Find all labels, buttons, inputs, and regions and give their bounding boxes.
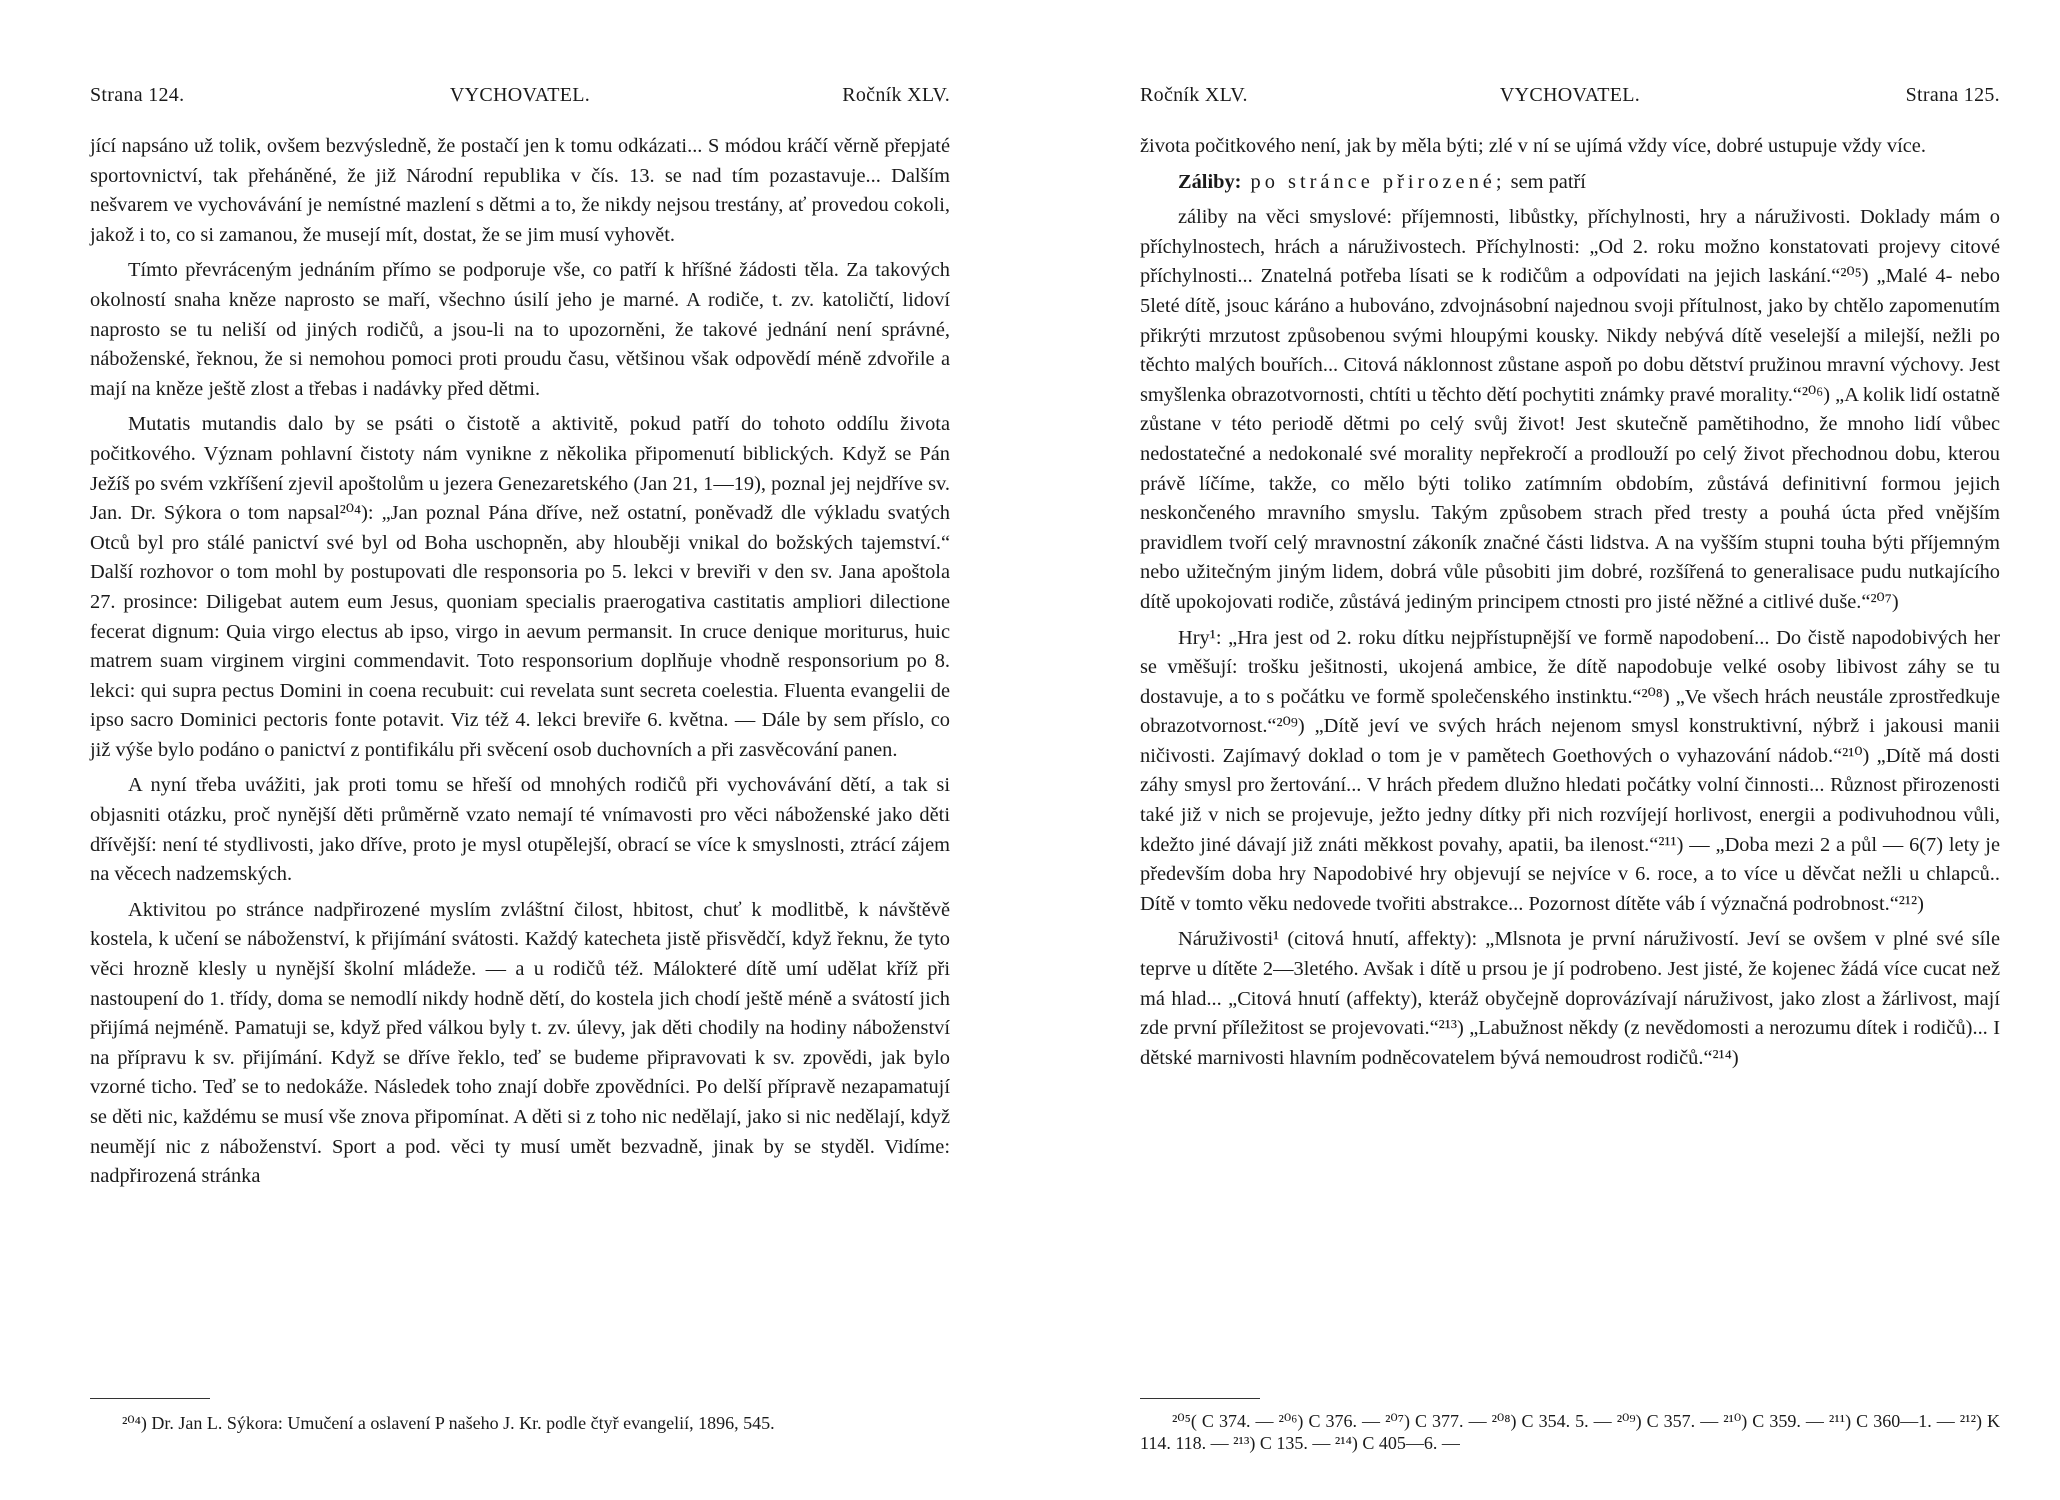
paragraph-text: sem patří xyxy=(1505,170,1586,193)
page-number: Strana 124. xyxy=(90,84,185,106)
volume-label: Ročník XLV. xyxy=(1140,84,1248,106)
footnote-rule xyxy=(90,1398,210,1399)
footnote-rule xyxy=(1140,1398,1260,1399)
paragraph: Hry¹: „Hra jest od 2. roku dítku nejpřístupnější ve formě napodobení... Do čistě napodobivých her se vměšují: trošku ješitnosti, ukojená ambice, že dítě napodobuje velké osoby libivost záhy se tu dostavuje, a to s počátku ve formě společenského instinktu.“²⁰⁸) „Ve všech hrách neustále zprostředkuje obrazotvornost.“²⁰⁹) „Dítě jeví ve svých hrách nejenom smysl konstruktivní, nýbrž i jakousi manii ničivosti. Zajímavý doklad o tom je v pamětech Goethových o vyhazování nádob.“²¹⁰) „Dítě má dosti záhy smysl pro žertování... V hrách předem dlužno hledati počátky volní činnosti... Různost přirozenosti také již v nich se projevuje, ježto jedny dítky při nich rozvíjejí horlivost, energii a podivuhodnou vůli, kdežto jiné dávají již znáti měkkost povahy, apatii, ba ilenost.“²¹¹) — „Doba mezi 2 a půl — 6(7) lety je především doba hry Napodobivé hry objevují se nejvíce v 6. roce, a to více u děvčat nežli u chlapců.. Dítě v tomto věku nedovede tvořiti abstrakce... Pozornost dítěte váb í význačná podrobnost.“²¹²) xyxy=(1140,626,2000,915)
journal-title: VYCHOVATEL. xyxy=(449,84,591,106)
footnotes xyxy=(90,1412,950,1434)
paragraph: A nyní třeba uvážiti, jak proti tomu se hřeší od mnohých rodičů při vychovávání dětí, a tak si objasniti otázku, proč nynější děti průměrně vzato nemají té vnímavosti pro věci náboženské jako děti dřívější: není té stydlivosti, jako dříve, proto je mysl otupělejší, obrací se více k smyslnosti, ztrácí zájem na věcech nadzemských. xyxy=(90,774,950,886)
page-number: Strana 125. xyxy=(1905,84,2000,106)
left-page xyxy=(90,0,950,1500)
section-lead: Záliby: xyxy=(1178,170,1242,193)
paragraph: Aktivitou po stránce nadpřirozené myslím zvláštní čilost, hbitost, chuť k modlitbě, k návštěvě kostela, k učení se náboženství, k přijímání svátosti. Každý katecheta jistě přisvědčí, když řeknu, že tyto věci hrozně klesly u nynější školní mládeže. — a u rodičů též. Málokteré dítě umí udělat kříž při nastoupení do 1. třídy, doma se nemodlí nikdy hodně dětí, do kostela jich chodí ještě méně a svátostí jich přijímá nejméně. Pamatuji se, když před válkou byly t. zv. úlevy, jak děti chodily na hodiny náboženství na přípravu k sv. přijímání. Když se dříve řeklo, teď se budeme připravovati k sv. zpovědi, jak bylo vzorné ticho. Teď se to nedokáže. Následek toho znají dobře zpovědníci. Po delší přípravě nezapamatují se děti nic, každému se musí vše znova připomínat. A děti si z toho nic nedělají, jako si nic nedělají, když neumějí nic z náboženství. Sport a pod. věci ty musí umět bezvadně, jinak by se styděl. Vidíme: nadpřirozená stránka xyxy=(90,898,950,1188)
right-page xyxy=(1140,0,2000,1500)
paragraph: záliby na věci smyslové: příjemnosti, libůstky, příchylnosti, hry a náruživosti. Doklady mám o příchylnostech, hrách a náruživostech. Příchylnosti: „Od 2. roku možno konstatovati projevy citové příchylnosti... Znatelná potřeba lísati se k rodičům a odpovídati na jejich laskání.“²⁰⁵) „Malé 4- nebo 5leté dítě, jsouc káráno a hubováno, zdvojnásobní najednou svoji přítulnost, jako by chtělo zapomenutím přikrýti mrzutost způsobenou svými hloupými kousky. Nikdy nebývá dítě veselejší a milejší, nežli po těchto malých bouřích... Citová náklonnost zůstane aspoň po dobu dětství pružinou mravní výchovy. Jest smyšlenka obrazotvornosti, chtíti u těchto dětí pochytiti známky pravé morality.“²⁰⁶) „A kolik lidí ostatně zůstane v této periodě dětmi po celý svůj život! Jest skutečně pamětihodno, že mnoho lidí vůbec nedostatečné a nedokonalé své morality nepřekročí a prodlouží po celý život přechodnou dobu, kterou právě líčíme, takže, co mělo býti toliko zatímním obdobím, zůstává definitivní formou jejich neskončeného mravního smyslu. Takým způsobem strach před tresty a pouhá úcta před vnějším pravidlem tvoří celý mravnostní zákoník značné části lidstva. A na vyšším stupni touha býti příjemným nebo užitečným jiným lidem, dobrá vůle působiti jim dobré, rozšířená to generalisace pudu nutkajícího dítě upokojovati rodiče, zůstává jediným principem ctnosti pro jisté něžné a citlivé duše.“²⁰⁷) xyxy=(1140,206,2000,613)
journal-title: VYCHOVATEL. xyxy=(1499,84,1641,106)
running-head-left xyxy=(90,84,950,118)
footnotes xyxy=(1140,1410,2000,1454)
paragraph: jící napsáno už tolik, ovšem bezvýsledně, že postačí jen k tomu odkázati... S módou kráčí věrně přepjaté sportovnictví, tak přeháněné, že již Národní republika v čís. 13. se nad tím pozastavuje... Dalším nešvarem ve vychovávání je nemístné mazlení s dětmi a to, že nikdy nejsou trestány, ať provedou cokoli, jakož i to, co si zamanou, že musejí mít, dostat, že se jim musí vyhovět. xyxy=(90,135,950,246)
paragraph: Náruživosti¹ (citová hnutí, affekty): „Mlsnota je první náruživostí. Jeví se ovšem v plné své síle teprve u dítěte 2—3letého. Avšak i dítě u prsou je jí podrobeno. Jest jisté, že kojenec žádá více cucat než má hlad... „Citová hnutí (affekty), kteráž obyčejně doprovázívají náruživost, jako zlost a žárlivost, mají zde první příležitost se projevovati.“²¹³) „Labužnost někdy (z nevědomosti a nerozumu dítek i rodičů)... I dětské marnivosti hlavním podněcovatelem bývá nemoudrost rodičů.“²¹⁴) xyxy=(1140,928,2000,1069)
running-head-right xyxy=(1140,84,2000,118)
paragraph: Mutatis mutandis dalo by se psáti o čistotě a aktivitě, pokud patří do tohoto oddílu života počitkového. Význam pohlavní čistoty nám vynikne z několika připomenutí biblických. Když se Pán Ježíš po svém vzkříšení zjevil apoštolům u jezera Genezaretského (Jan 21, 1—19), poznal jej nejdříve sv. Jan. Dr. Sýkora o tom napsal²⁰⁴): „Jan poznal Pána dříve, než ostatní, poněvadž dle výkladu svatých Otců byl pro stálé panictví své byl od Boha uschopněn, aby hlouběji vnikal do božských tajemství.“ Další rozhovor o tom mohl by postupovati dle responsoria po 5. lekci v breviři v den sv. Jana apoštola 27. prosince: Diligebat autem eum Jesus, quoniam specialis praerogativa castitatis ampliori dilectione fecerat dignum: Quia virgo electus ab ipso, virgo in aevum permansit. In cruce denique moriturus, huic matrem suam virginem virgini commendavit. Toto responsorium doplňuje vhodně responsorium po 8. lekci: qui supra pectus Domini in coena recubuit: cui revelata sunt secreta coelestia. Fluenta evangelii de ipso sacro Dominici pectoris fonte potavit. Viz též 4. lekci breviře 6. května. — Dále by sem příslo, co již výše bylo podáno o panictví z pontifikálu při svěcení osob duchovních a při zasvěcování panen. xyxy=(90,413,950,761)
body-text xyxy=(90,132,950,1198)
body-text xyxy=(1140,132,2000,1079)
paragraph: Tímto převráceným jednáním přímo se podporuje vše, co patří k hříšné žádosti těla. Za takových okolností snaha kněze naprosto se maří, všechno úsilí jeho je marné. A rodiče, t. zv. katoličtí, lidoví naprosto se tu neliší od jiných rodičů, a jsou-li na to upozorněni, že takové jednání není správné, náboženské, řeknou, že si nemohou pomoci proti proudu času, většinou však odpovědí méně zdvořile a mají na kněze ještě zlost a třebas i nadávky před dětmi. xyxy=(90,259,950,400)
footnote: ²⁰⁵( C 374. — ²⁰⁶) C 376. — ²⁰⁷) C 377. — ²⁰⁸) C 354. 5. — ²⁰⁹) C 357. — ²¹⁰) C 359. — ²¹¹) C 360—1. — ²¹²) K 114. 118. — ²¹³) C 135. — ²¹⁴) C 405—6. — xyxy=(1140,1411,2000,1453)
paragraph xyxy=(1140,168,2000,198)
spaced-text: po stránce přirozené; xyxy=(1241,170,1506,193)
volume-label: Ročník XLV. xyxy=(842,84,950,106)
footnote: ²⁰⁴) Dr. Jan L. Sýkora: Umučení a oslavení P našeho J. Kr. podle čtyř evangelií, 1896, 545. xyxy=(122,1413,775,1433)
paragraph: života počitkového není, jak by měla býti; zlé v ní se ujímá vždy více, dobré ustupuje vždy více. xyxy=(1140,135,1926,157)
